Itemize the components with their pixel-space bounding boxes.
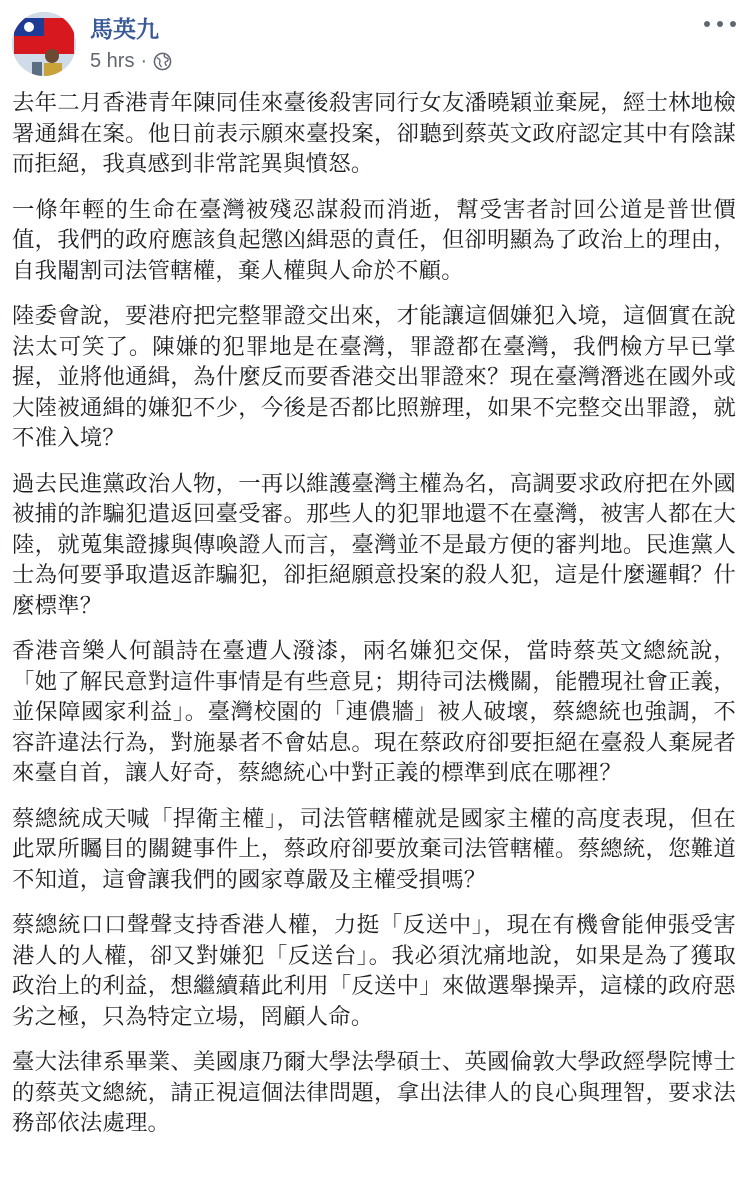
avatar[interactable] (12, 12, 76, 76)
timestamp[interactable]: 5 hrs (90, 50, 135, 72)
avatar-image (12, 12, 76, 76)
post-body (12, 88, 736, 1154)
author-name[interactable]: 馬英九 (90, 17, 159, 43)
post-paragraph: 去年二月香港青年陳同佳來臺後殺害同行女友潘曉穎並棄屍，經士林地檢署通緝在案。他日前表示願來臺投案，卻聽到蔡英文政府認定其中有陰謀而拒絕，我真感到非常詫異與憤怒。 (12, 90, 736, 177)
post-paragraph: 一條年輕的生命在臺灣被殘忍謀殺而消逝，幫受害者討回公道是普世價值，我們的政府應該負起懲凶緝惡的責任，但卻明顯為了政治上的理由，自我閹割司法管轄權，棄人權與人命於不顧。 (12, 196, 736, 284)
meta-separator: · (140, 50, 148, 72)
post-paragraph: 臺大法律系畢業、美國康乃爾大學法學碩士、英國倫敦大學政經學院博士的蔡英文總統，請正視這個法律問題，拿出法律人的良心與理智，要求法務部依法處理。 (12, 1049, 736, 1136)
post-header (0, 0, 748, 88)
post-meta (90, 50, 172, 73)
post-paragraph: 蔡總統口口聲聲支持香港人權，力挺「反送中」，現在有機會能伸張受害港人的人權，卻又對嫌犯「反送台」。我必須沈痛地說，如果是為了獲取政治上的利益，想繼續藉此利用「反送中」來做選舉操弄，這樣的政府惡劣之極，只為特定立場，罔顧人命。 (12, 912, 736, 1030)
more-options-icon[interactable] (704, 14, 736, 34)
post-paragraph: 過去民進黨政治人物，一再以維護臺灣主權為名，高調要求政府把在外國被捕的詐騙犯遣返回臺受審。那些人的犯罪地還不在臺灣，被害人都在大陸，就蒐集證據與傳喚證人而言，臺灣並不是最方便的審判地。民進黨人士為何要爭取遣返詐騙犯，卻拒絕願意投案的殺人犯，這是什麼邏輯？什麼標準？ (12, 470, 736, 619)
post-paragraph: 蔡總統成天喊「捍衛主權」，司法管轄權就是國家主權的高度表現，但在此眾所矚目的關鍵事件上，蔡政府卻要放棄司法管轄權。蔡總統，您難道不知道，這會讓我們的國家尊嚴及主權受損嗎？ (12, 805, 736, 893)
post-paragraph: 香港音樂人何韻詩在臺遭人潑漆，兩名嫌犯交保，當時蔡英文總統說，「她了解民意對這件事情是有些意見；期待司法機關，能體現社會正義，並保障國家利益」。臺灣校園的「連儂牆」被人破壞，蔡總統也強調，不容許違法行為，對施暴者不會姑息。現在蔡政府卻要拒絕在臺殺人棄屍者來臺自首，讓人好奇，蔡總統心中對正義的標準到底在哪裡？ (12, 638, 736, 786)
post-paragraph: 陸委會說，要港府把完整罪證交出來，才能讓這個嫌犯入境，這個實在說法太可笑了。陳嫌的犯罪地是在臺灣，罪證都在臺灣，我們檢方早已掌握，並將他通緝，為什麼反而要香港交出罪證來？現在臺灣潛逃在國外或大陸被通緝的嫌犯不少，今後是否都比照辦理，如果不完整交出罪證，就不准入境？ (12, 303, 736, 451)
globe-icon[interactable] (153, 52, 172, 71)
